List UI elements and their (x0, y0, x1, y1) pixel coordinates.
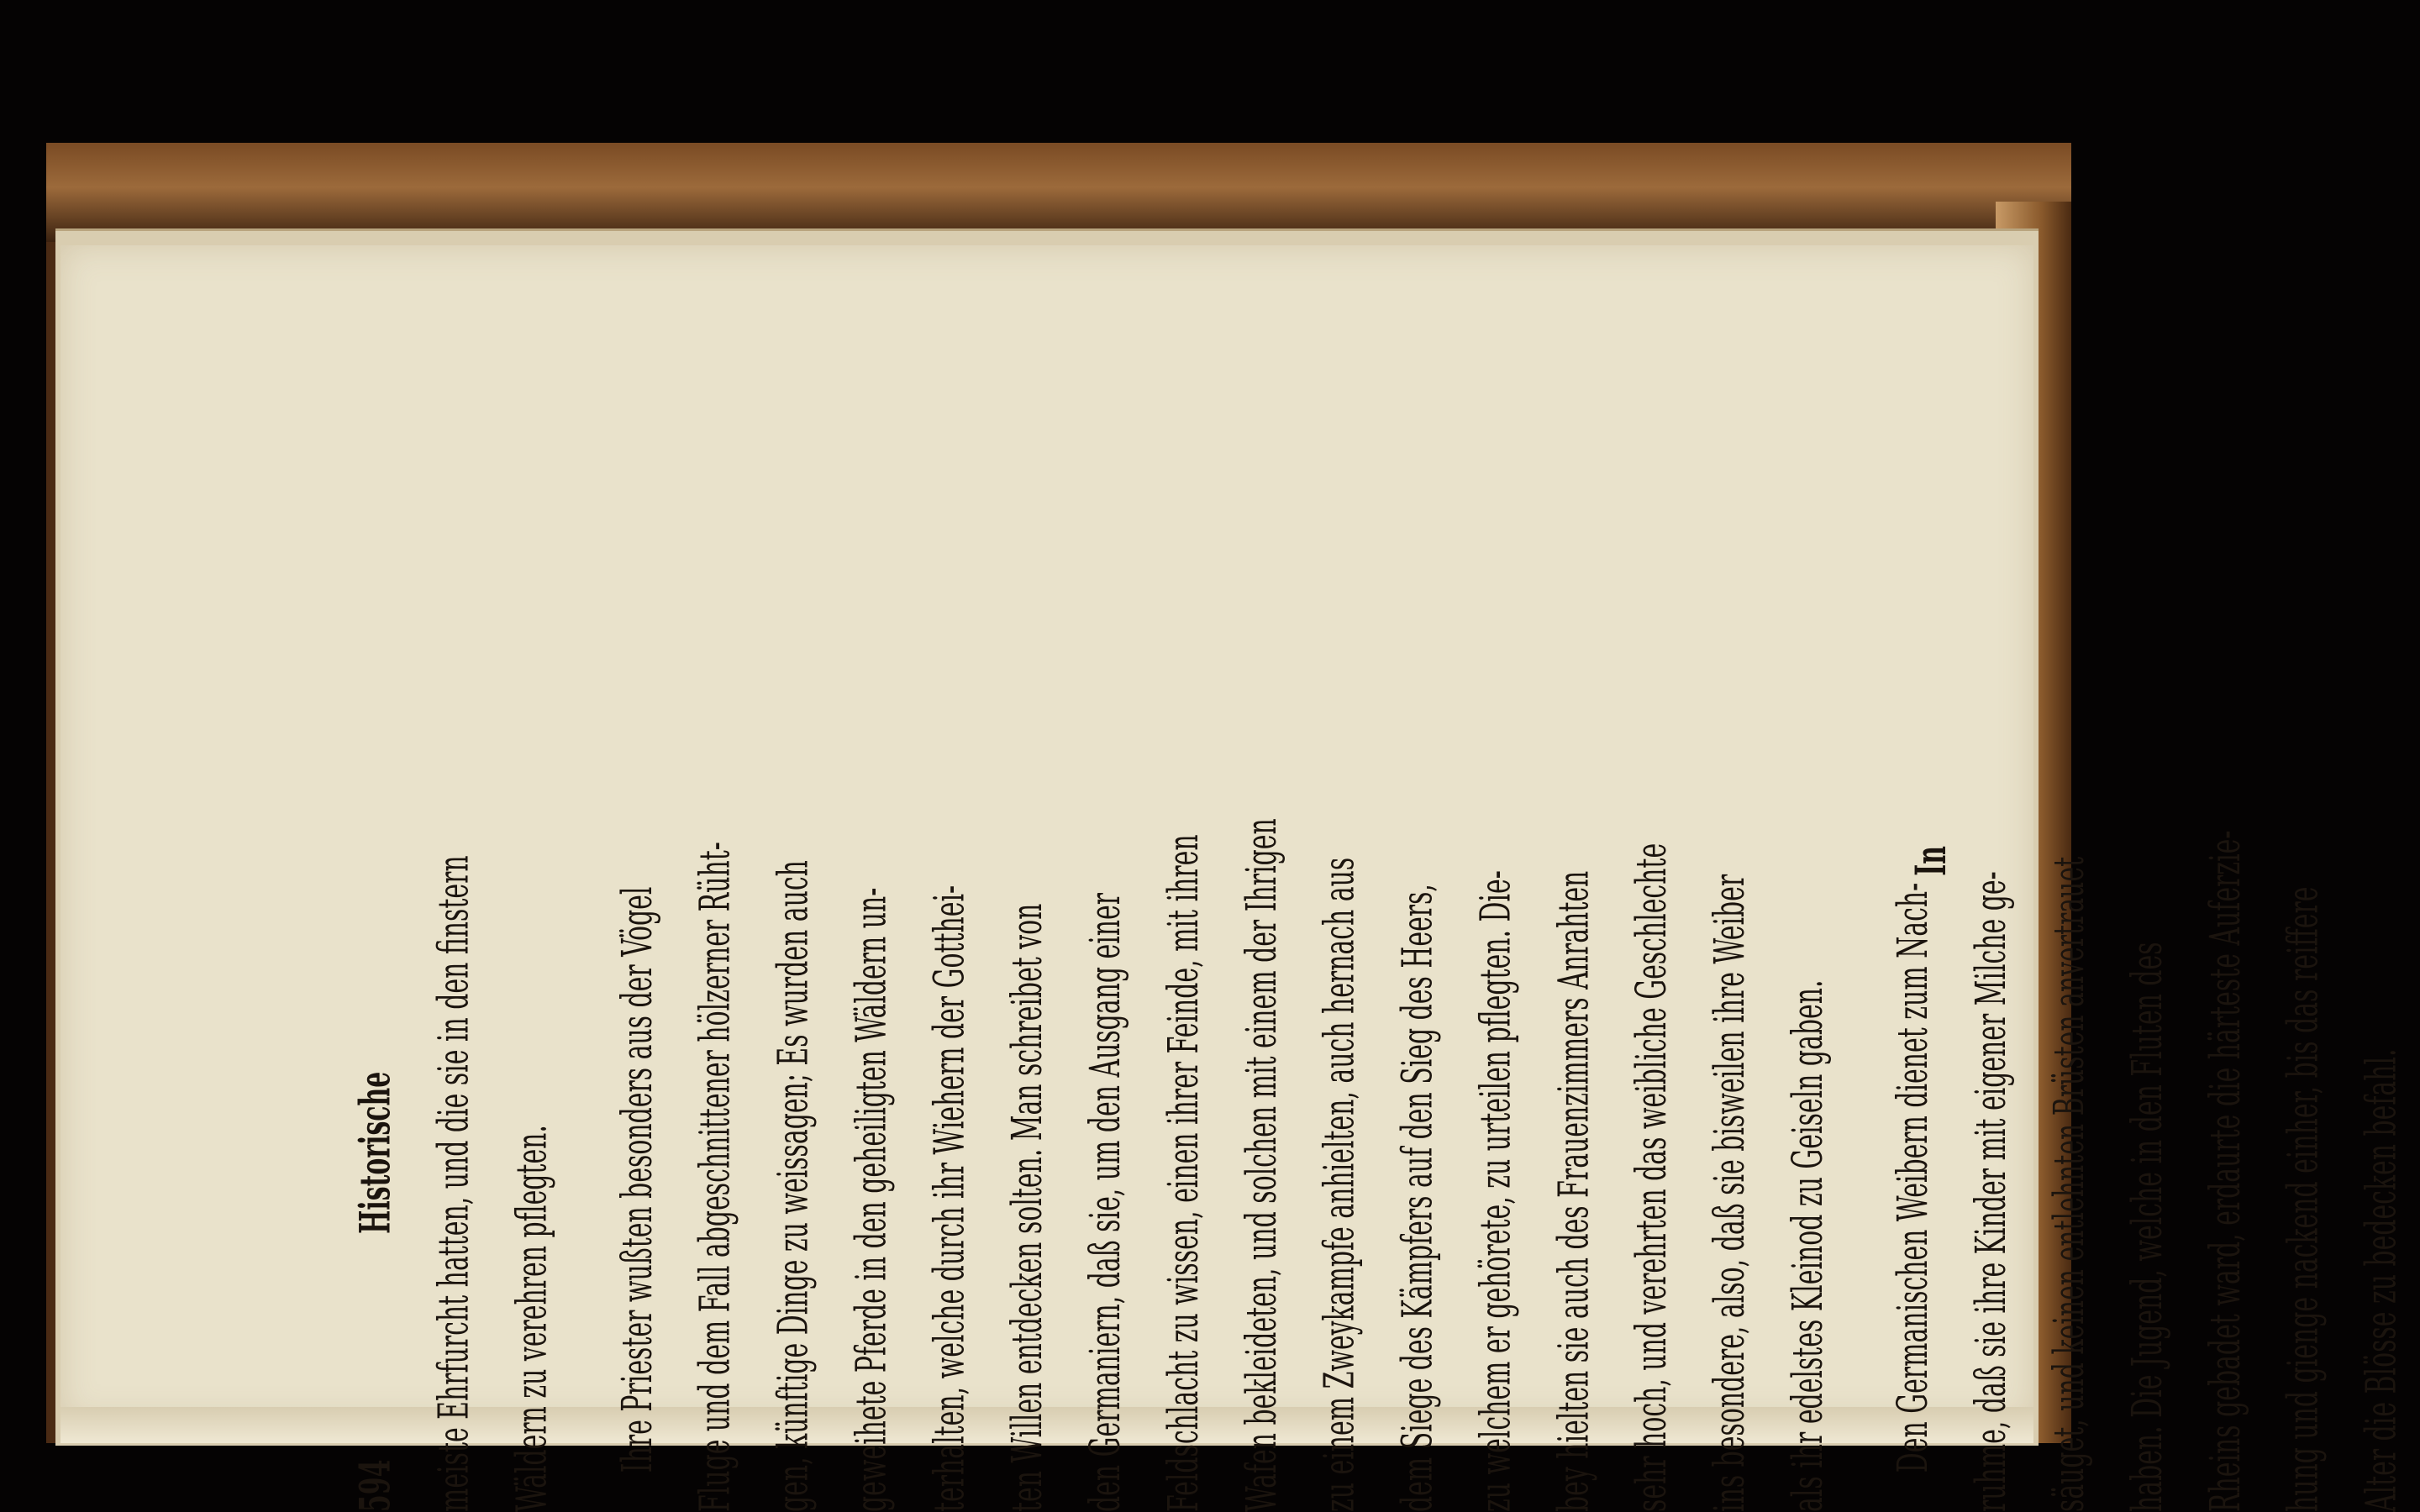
text-line: Ihre Priester wußten besonders aus der Vögel (612, 886, 661, 1473)
text-line: hung und gienge nackend einher, bis das reiffere (2278, 886, 2328, 1512)
text-line: ten Willen entdecken solten. Man schreibet von (1002, 903, 1052, 1512)
text-line: als ihr edelstes Kleinod zu Geiseln gaben. (1782, 979, 1832, 1512)
text-line: Feldschlacht zu wissen, einen ihrer Feinde, mit ihren (1158, 834, 1207, 1512)
text-line: dem Siege des Kämpfers auf den Sieg des Heers, (1392, 884, 1442, 1512)
text-line: Rheins gebadet ward, erdaurte die härteste Auferzie- (2200, 830, 2249, 1512)
text-line: terhalten, welche durch ihr Wiehern der Gotthei- (923, 885, 974, 1512)
text-line: haben. Die Jugend, welche in den Fluten des (2122, 942, 2171, 1512)
text-line: ins besondere, also, daß sie bisweilen ihre Weiber (1704, 874, 1754, 1512)
text-line: zu einem Zweykampfe anhielten, auch hernach aus (1314, 857, 1364, 1512)
text-line: Wafen bekleideten, und solchen mit einem der Ihrigen (1236, 818, 1286, 1512)
text-line: den Germaniern, daß sie, um den Ausgang einer (1080, 892, 1129, 1512)
text-line: geweihete Pferde in den geheiligten Wäldern un- (845, 887, 896, 1512)
text-line: bey hielten sie auch des Frauenzimmers Anrahten (1548, 870, 1598, 1512)
catchword: In (1906, 846, 1955, 876)
text-line: meiste Ehrfurcht hatten, und die sie in den finstern (429, 855, 478, 1512)
text-line: Fluge und dem Fall abgeschnittener hölzerner Rüht- (690, 842, 739, 1512)
text-line: Den Germanischen Weibern dienet zum Nach- (1887, 882, 1938, 1473)
page-number: 594 (350, 1459, 400, 1512)
text-line: Alter die Blösse zu bedecken befahl. (2356, 1048, 2406, 1512)
rotated-page-content (336, 529, 2406, 1512)
cover-top-edge (46, 143, 2071, 242)
paragraph-2 (597, 818, 1846, 1512)
paragraph-3 (1874, 830, 2420, 1512)
text-line: säuget, und keinen entlehnten Brüsten anvertrauet (2044, 856, 2093, 1512)
paragraph-1 (414, 846, 571, 1512)
page-text-block (336, 818, 2406, 1512)
text-line: Wäldern zu verehren pflegten. (507, 1125, 556, 1512)
running-title: Historische (350, 1071, 400, 1234)
text-line: zu welchem er gehörete, zu urteilen pflegten. Die- (1470, 870, 1520, 1512)
text-line: gen, künftige Dinge zu weissagen; Es wurden auch (768, 860, 818, 1512)
page-header (336, 846, 414, 1512)
text-line: sehr hoch, und verehrten das weibliche Geschlechte (1626, 843, 1676, 1512)
text-line: ruhme, daß sie ihre Kinder mit eigener Milche ge- (1965, 871, 2015, 1512)
